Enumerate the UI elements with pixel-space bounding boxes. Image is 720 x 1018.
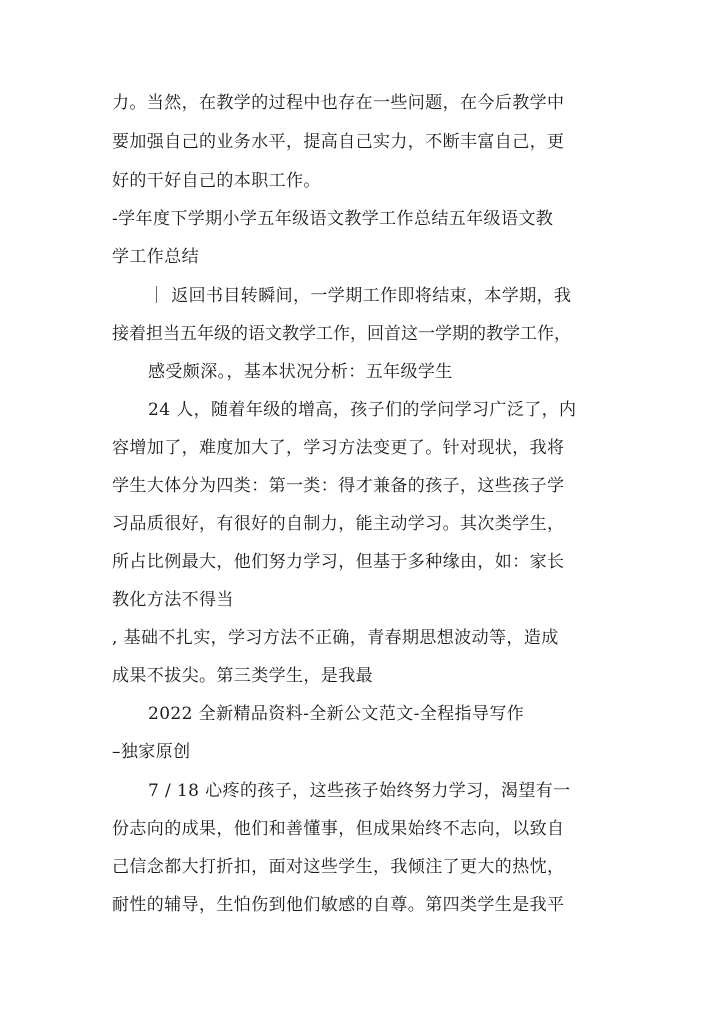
- section-heading: -学年度下学期小学五年级语文教学工作总结五年级语文教: [112, 209, 554, 229]
- watermark-line: –独家原创: [112, 742, 191, 762]
- section-heading: 学工作总结: [112, 247, 199, 267]
- text-line: 己信念都大打折扣，面对这些学生，我倾注了更大的热忱，: [112, 857, 565, 877]
- text-line: 好的干好自己的本职工作。: [112, 171, 321, 191]
- text-line: 容增加了，难度加大了，学习方法变更了。针对现状，我将: [112, 438, 565, 458]
- text-line: 教化方法不得当: [112, 590, 234, 610]
- text-line: 份志向的成果，他们和善懂事，但成果始终不志向，以致自: [112, 819, 565, 839]
- text-line: 24 人，随着年级的增高，孩子们的学问学习广泛了，内: [148, 400, 577, 420]
- text-line: 感受颇深。，基本状况分析：五年级学生: [148, 362, 453, 382]
- text-line: 习品质很好，有很好的自制力，能主动学习。其次类学生，: [112, 514, 565, 534]
- text-line: 接着担当五年级的语文教学工作，回首这一学期的教学工作，: [112, 324, 571, 344]
- text-line: 要加强自己的业务水平，提高自己实力，不断丰富自己，更: [112, 132, 565, 152]
- text-line: ｜ 返回书目转瞬间，一学期工作即将结束，本学期，我: [148, 286, 572, 306]
- watermark-line: 2022 全新精品资料-全新公文范文-全程指导写作: [148, 704, 525, 724]
- text-line: 学生大体分为四类：第一类：得才兼备的孩子，这些孩子学: [112, 476, 565, 496]
- text-line: 所占比例最大，他们努力学习，但基于多种缘由，如：家长: [112, 552, 565, 572]
- text-line: , 基础不扎实，学习方法不正确，青春期思想波动等，造成: [112, 628, 559, 648]
- text-line: 成果不拔尖。第三类学生，是我最: [112, 666, 373, 686]
- text-line: 力。当然，在教学的过程中也存在一些问题，在今后教学中: [112, 93, 565, 113]
- text-line: 耐性的辅导，生怕伤到他们敏感的自尊。第四类学生是我平: [112, 895, 565, 915]
- text-line: 7 / 18 心疼的孩子，这些孩子始终努力学习，渴望有一: [148, 781, 571, 801]
